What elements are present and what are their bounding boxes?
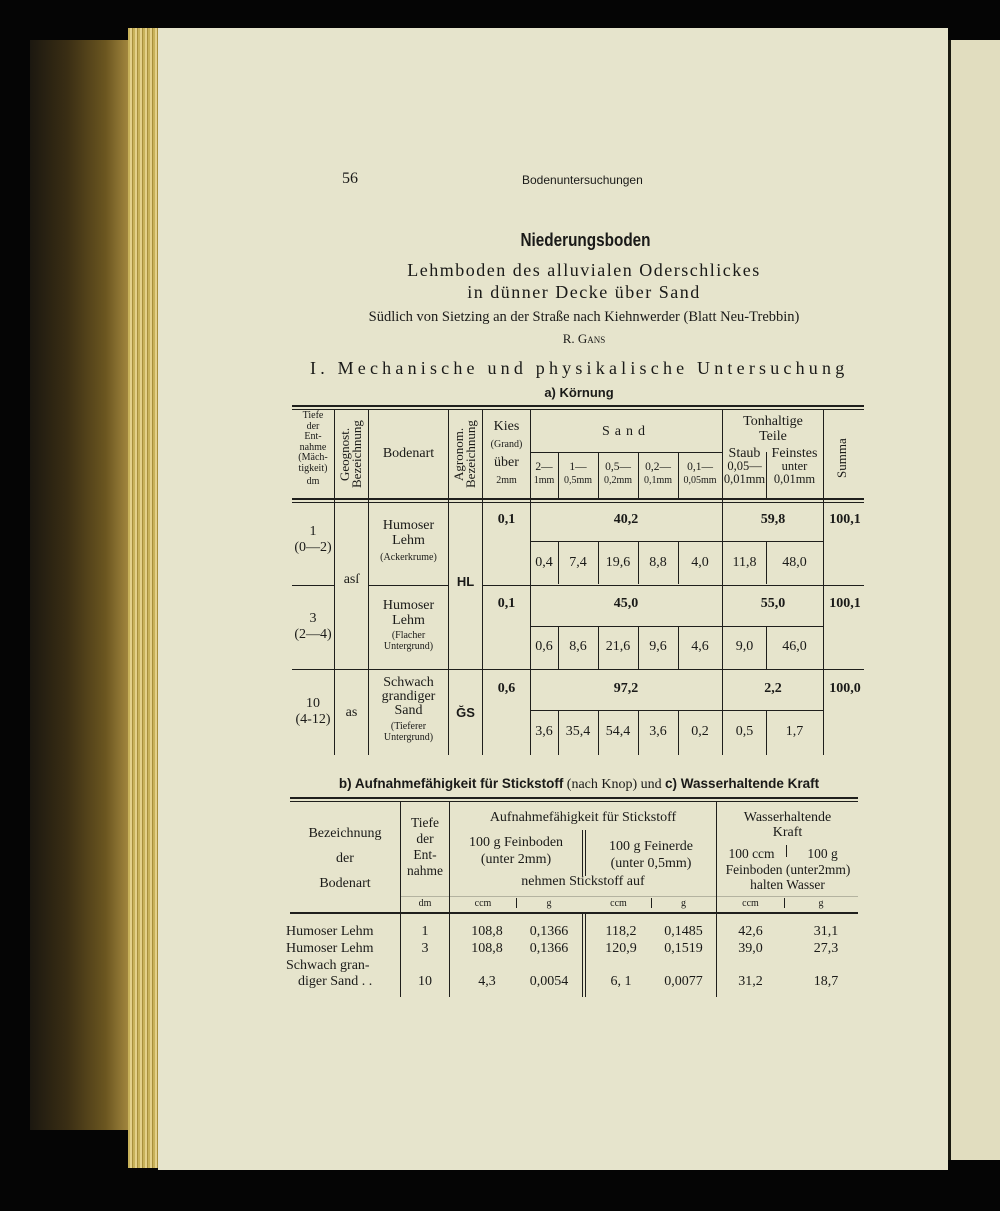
tb-unit: g [818, 898, 824, 909]
tb-row2-value: 120,9 [605, 941, 637, 956]
header-summa: Summa [834, 438, 849, 478]
header-tiefe-line: Ent- [304, 431, 322, 442]
header-kies-line: (Grand) [490, 439, 523, 450]
running-title: Bodenuntersuchungen [522, 173, 643, 187]
agronom-value: HL [456, 574, 475, 589]
header-feinstes-line: Feinstes [771, 446, 818, 461]
tb-header-bez-line: Bezeichnung [308, 826, 382, 841]
row1-sand-value: 0,4 [535, 555, 553, 570]
row3-staub: 0,5 [735, 724, 754, 739]
header-staub-line: 0,01mm [723, 472, 766, 486]
author: R. Gans [562, 331, 606, 346]
tb-row3-tiefe: 10 [418, 974, 432, 989]
row2-feinstes: 46,0 [782, 639, 807, 654]
tb-row3-value: 0,0077 [664, 974, 703, 989]
row2-kies: 0,1 [497, 596, 516, 611]
row1-sand-value: 19,6 [605, 555, 631, 570]
header-sand-col-line: 0,2mm [603, 475, 633, 486]
row2-summa: 100,1 [829, 596, 861, 611]
row2-staub: 9,0 [735, 639, 754, 654]
row3-ton-total: 2,2 [764, 681, 782, 696]
row1-sand-value: 8,8 [649, 555, 667, 570]
header-sand-col-line: 0,1mm [643, 475, 673, 486]
header-staub-line: 0,05— [727, 459, 762, 473]
tb-header-wline3: halten Wasser [750, 877, 825, 892]
row1-tiefe-line: (0—2) [294, 540, 332, 555]
tb-row2-value: 0,1519 [664, 941, 703, 956]
book-page [158, 28, 948, 1170]
tb-row2-value: 39,0 [738, 941, 763, 956]
header-sand-col-line: 2— [535, 461, 553, 473]
table-a-header-rule [292, 498, 864, 500]
header-sand-col-line: 0,1— [687, 461, 713, 473]
header-tiefe-line: Tiefe [302, 410, 324, 421]
row3-sand-value: 3,6 [649, 724, 667, 739]
header-tiefe-unit: dm [306, 476, 320, 487]
subtitle-line2: in dünner Decke über Sand [467, 282, 701, 302]
header-ton [723, 414, 823, 444]
tb-unit: ccm [474, 898, 492, 909]
tb-header-wasser-line: Kraft [772, 825, 803, 840]
tb-header-wline2: Feinboden (unter2mm) [725, 862, 851, 877]
tb-row3-name-line: diger Sand . . [298, 974, 373, 989]
book-left-edge [30, 40, 138, 1130]
header-kies-line: über [494, 455, 519, 470]
tb-row2-value: 27,3 [813, 941, 839, 956]
header-tiefe-line: tigkeit) [298, 462, 328, 474]
table-a-top-rule2 [292, 409, 864, 410]
tb-unit: g [681, 898, 686, 909]
row1-bodenart-line: Lehm [392, 533, 425, 548]
header-tiefe-line: (Mäch- [298, 452, 328, 463]
row-rule [292, 669, 864, 670]
row2-sand-value: 21,6 [605, 639, 631, 654]
row1-feinstes: 48,0 [782, 555, 807, 570]
header-kies [483, 418, 530, 490]
row2-sand-value: 0,6 [535, 639, 553, 654]
section-bc-title [158, 776, 1000, 793]
subsection-a: a) Körnung [544, 385, 614, 400]
row2-sand-value: 9,6 [649, 639, 667, 654]
tb-header-feinerde [586, 838, 716, 872]
header-sand-col [530, 460, 558, 488]
geognost-value: asſ [343, 572, 360, 587]
row2-bodenart-line: Humoser [382, 598, 435, 613]
row3-sand-value: 54,4 [605, 724, 631, 739]
row2-sand-value: 8,6 [569, 639, 587, 654]
row3-bodenart-note: Untergrund) [383, 732, 434, 743]
row1-summa: 100,1 [829, 512, 861, 527]
row3-tiefe [292, 696, 334, 728]
tb-row2-name: Humoser Lehm [286, 941, 374, 956]
tb-row2-value: 0,1366 [529, 941, 569, 956]
row1-bodenart [369, 518, 448, 565]
header-sand-col-line: 0,05mm [683, 475, 717, 486]
header-sand-col [638, 460, 678, 488]
tb-header-wasser [717, 810, 858, 840]
header-tiefe [292, 411, 334, 488]
row1-ton-total: 59,8 [760, 512, 786, 527]
unit-rule [400, 896, 858, 897]
tb-row1-value: 0,1485 [664, 924, 703, 939]
row3-sand-value: 0,2 [691, 724, 709, 739]
tb-row1-value: 108,8 [471, 924, 503, 939]
header-feinstes-line: unter [781, 459, 808, 473]
subtitle-line1: Lehmboden des alluvialen Oderschlickes [407, 260, 761, 280]
row1-bodenart-line: Humoser [382, 518, 435, 533]
main-title: Niederungsboden [520, 230, 651, 250]
tb-unit: dm [418, 898, 432, 909]
tb-header-wasser-line: Wasserhaltende [743, 810, 832, 825]
page-number: 56 [342, 170, 358, 187]
tb-row3-value: 31,2 [738, 974, 763, 989]
vline [823, 409, 824, 755]
row1-kies: 0,1 [497, 512, 516, 527]
row3-kies: 0,6 [497, 681, 516, 696]
header-tiefe-line: nahme [299, 441, 327, 453]
tb-row3-value: 18,7 [813, 974, 839, 989]
header-sand-col [558, 460, 598, 488]
row-rule [482, 585, 864, 586]
row1-sand-value: 7,4 [569, 555, 587, 570]
tb-header-tiefe-line: Ent- [413, 847, 437, 862]
header-ton-line: Tonhaltige [743, 414, 803, 429]
total-rule [530, 626, 824, 627]
row3-bodenart-line: Sand [394, 703, 423, 718]
page-stack-edge [128, 28, 158, 1168]
tb-header-tiefe-line: der [416, 831, 434, 846]
row2-bodenart-note: Untergrund) [383, 641, 434, 652]
header-tiefe-line: der [306, 420, 320, 432]
row2-bodenart-note: (Flacher [391, 630, 426, 641]
row1-sand-total: 40,2 [613, 512, 639, 527]
tb-row1-value: 31,1 [813, 924, 839, 939]
row2-tiefe-line: (2—4) [294, 627, 332, 642]
tb-header-tiefe-line: nahme [407, 863, 443, 878]
tb-row3-value: 6, 1 [610, 974, 632, 989]
tb-row3-name-line: Schwach gran- [286, 958, 370, 973]
tb-header-feinerde-line: 100 g Feinerde [609, 839, 693, 854]
row-rule [368, 585, 448, 586]
header-sand: Sand [602, 424, 650, 439]
table-b-top-rule2 [290, 801, 858, 802]
row1-tiefe [292, 524, 334, 556]
section-heading: I. Mechanische und physikalische Untersuchung [310, 358, 849, 378]
header-sand-col-line: 0,5mm [563, 475, 593, 486]
header-agronom: Agronom. Bezeichnung [451, 420, 478, 488]
section-c-label: c) Wasserhaltende Kraft [665, 776, 820, 791]
header-staub [723, 447, 766, 486]
tb-row1-value: 0,1366 [529, 924, 569, 939]
table-a-top-rule [292, 405, 864, 407]
tb-row3-value: 4,3 [478, 974, 496, 989]
header-sand-col [598, 460, 638, 488]
tb-header-feinboden [450, 834, 582, 868]
header-feinstes [766, 447, 823, 486]
header-bodenart: Bodenart [382, 446, 435, 461]
header-sand-col [678, 460, 722, 488]
row3-sand-value: 3,6 [535, 724, 553, 739]
header-ton-line: Teile [759, 429, 787, 444]
tb-header-bezeichnung [290, 821, 400, 896]
vline [582, 914, 583, 997]
tb-header-feinboden-line: (unter 2mm) [480, 852, 552, 867]
agronom-value: ĞS [456, 705, 475, 720]
row2-ton-total: 55,0 [760, 596, 786, 611]
total-rule [530, 710, 824, 711]
row3-bodenart-line: grandiger [381, 689, 436, 704]
row1-bodenart-note: (Ackerkrume) [380, 552, 437, 563]
row-rule [292, 585, 334, 586]
location-line: Südlich von Sietzing an der Straße nach Kiehnwerder (Blatt Neu-Trebbin) [368, 309, 800, 325]
total-rule [530, 541, 824, 542]
tb-unit: ccm [610, 898, 627, 909]
tb-row3-value: 0,0054 [529, 974, 569, 989]
row3-sand-value: 35,4 [565, 724, 591, 739]
header-sand-col-line: 1— [569, 461, 587, 473]
header-sand-col-line: 0,5— [605, 461, 631, 473]
row1-sand-value: 4,0 [691, 555, 709, 570]
tb-header-bez-line: der [336, 851, 354, 866]
tb-row2-tiefe: 3 [421, 941, 429, 956]
geognost-value: as [345, 705, 358, 720]
row3-tiefe-line: 10 [306, 696, 320, 711]
tb-header-aufnahme: Aufnahmefähigkeit für Stickstoff [489, 810, 677, 825]
header-sand-col-line: 0,2— [645, 461, 671, 473]
row2-tiefe-line: 3 [309, 611, 317, 626]
tb-row3-name [286, 958, 372, 990]
tb-header-w100g: 100 g [807, 846, 838, 861]
tb-row1-value: 118,2 [605, 924, 637, 939]
row2-tiefe [292, 611, 334, 643]
row2-bodenart [369, 598, 448, 652]
tb-row2-value: 108,8 [471, 941, 503, 956]
tb-header-tiefe [401, 815, 449, 879]
tb-row1-value: 42,6 [738, 924, 763, 939]
row1-staub: 11,8 [732, 555, 757, 570]
row3-bodenart-line: Schwach [383, 675, 434, 690]
row3-summa: 100,0 [829, 681, 861, 696]
row2-sand-value: 4,6 [691, 639, 709, 654]
tb-header-bez-line: Bodenart [319, 876, 371, 891]
tb-header-nehmen: nehmen Stickstoff auf [521, 874, 645, 889]
row1-tiefe-line: 1 [309, 524, 317, 539]
table-a-header-rule2 [292, 502, 864, 503]
tb-header-w100ccm: 100 ccm [728, 846, 775, 861]
section-bc-middle: (nach Knop) und [566, 777, 662, 792]
header-kies-line: 2mm [496, 475, 517, 486]
header-sand-col-line: 1mm [533, 475, 555, 486]
vline [582, 830, 583, 876]
section-b-label: b) Aufnahmefähigkeit für Stickstoff [338, 776, 564, 791]
tb-unit: ccm [742, 898, 759, 909]
tb-unit: g [546, 898, 552, 909]
row3-feinstes: 1,7 [785, 724, 804, 739]
tb-header-feinboden-line: 100 g Feinboden [468, 835, 564, 850]
tb-header-feinerde-line: (unter 0,5mm) [610, 856, 692, 871]
row2-bodenart-line: Lehm [392, 613, 425, 628]
table-b-header-rule [290, 912, 858, 914]
row3-bodenart-note: (Tieferer [390, 721, 427, 732]
row3-tiefe-line: (4-12) [295, 712, 331, 727]
header-geognost: Geognost. Bezeichnung [337, 420, 364, 488]
header-staub-line: Staub [728, 446, 761, 461]
row3-bodenart [369, 676, 448, 743]
tb-row1-tiefe: 1 [421, 924, 429, 939]
facing-page [948, 40, 1000, 1160]
row3-sand-total: 97,2 [613, 681, 639, 696]
row2-sand-total: 45,0 [613, 596, 639, 611]
tb-header-tiefe-line: Tiefe [410, 815, 439, 830]
header-feinstes-line: 0,01mm [773, 472, 816, 486]
table-b-top-rule [290, 797, 858, 799]
header-kies-line: Kies [493, 419, 520, 434]
tb-row1-name: Humoser Lehm [286, 924, 374, 939]
